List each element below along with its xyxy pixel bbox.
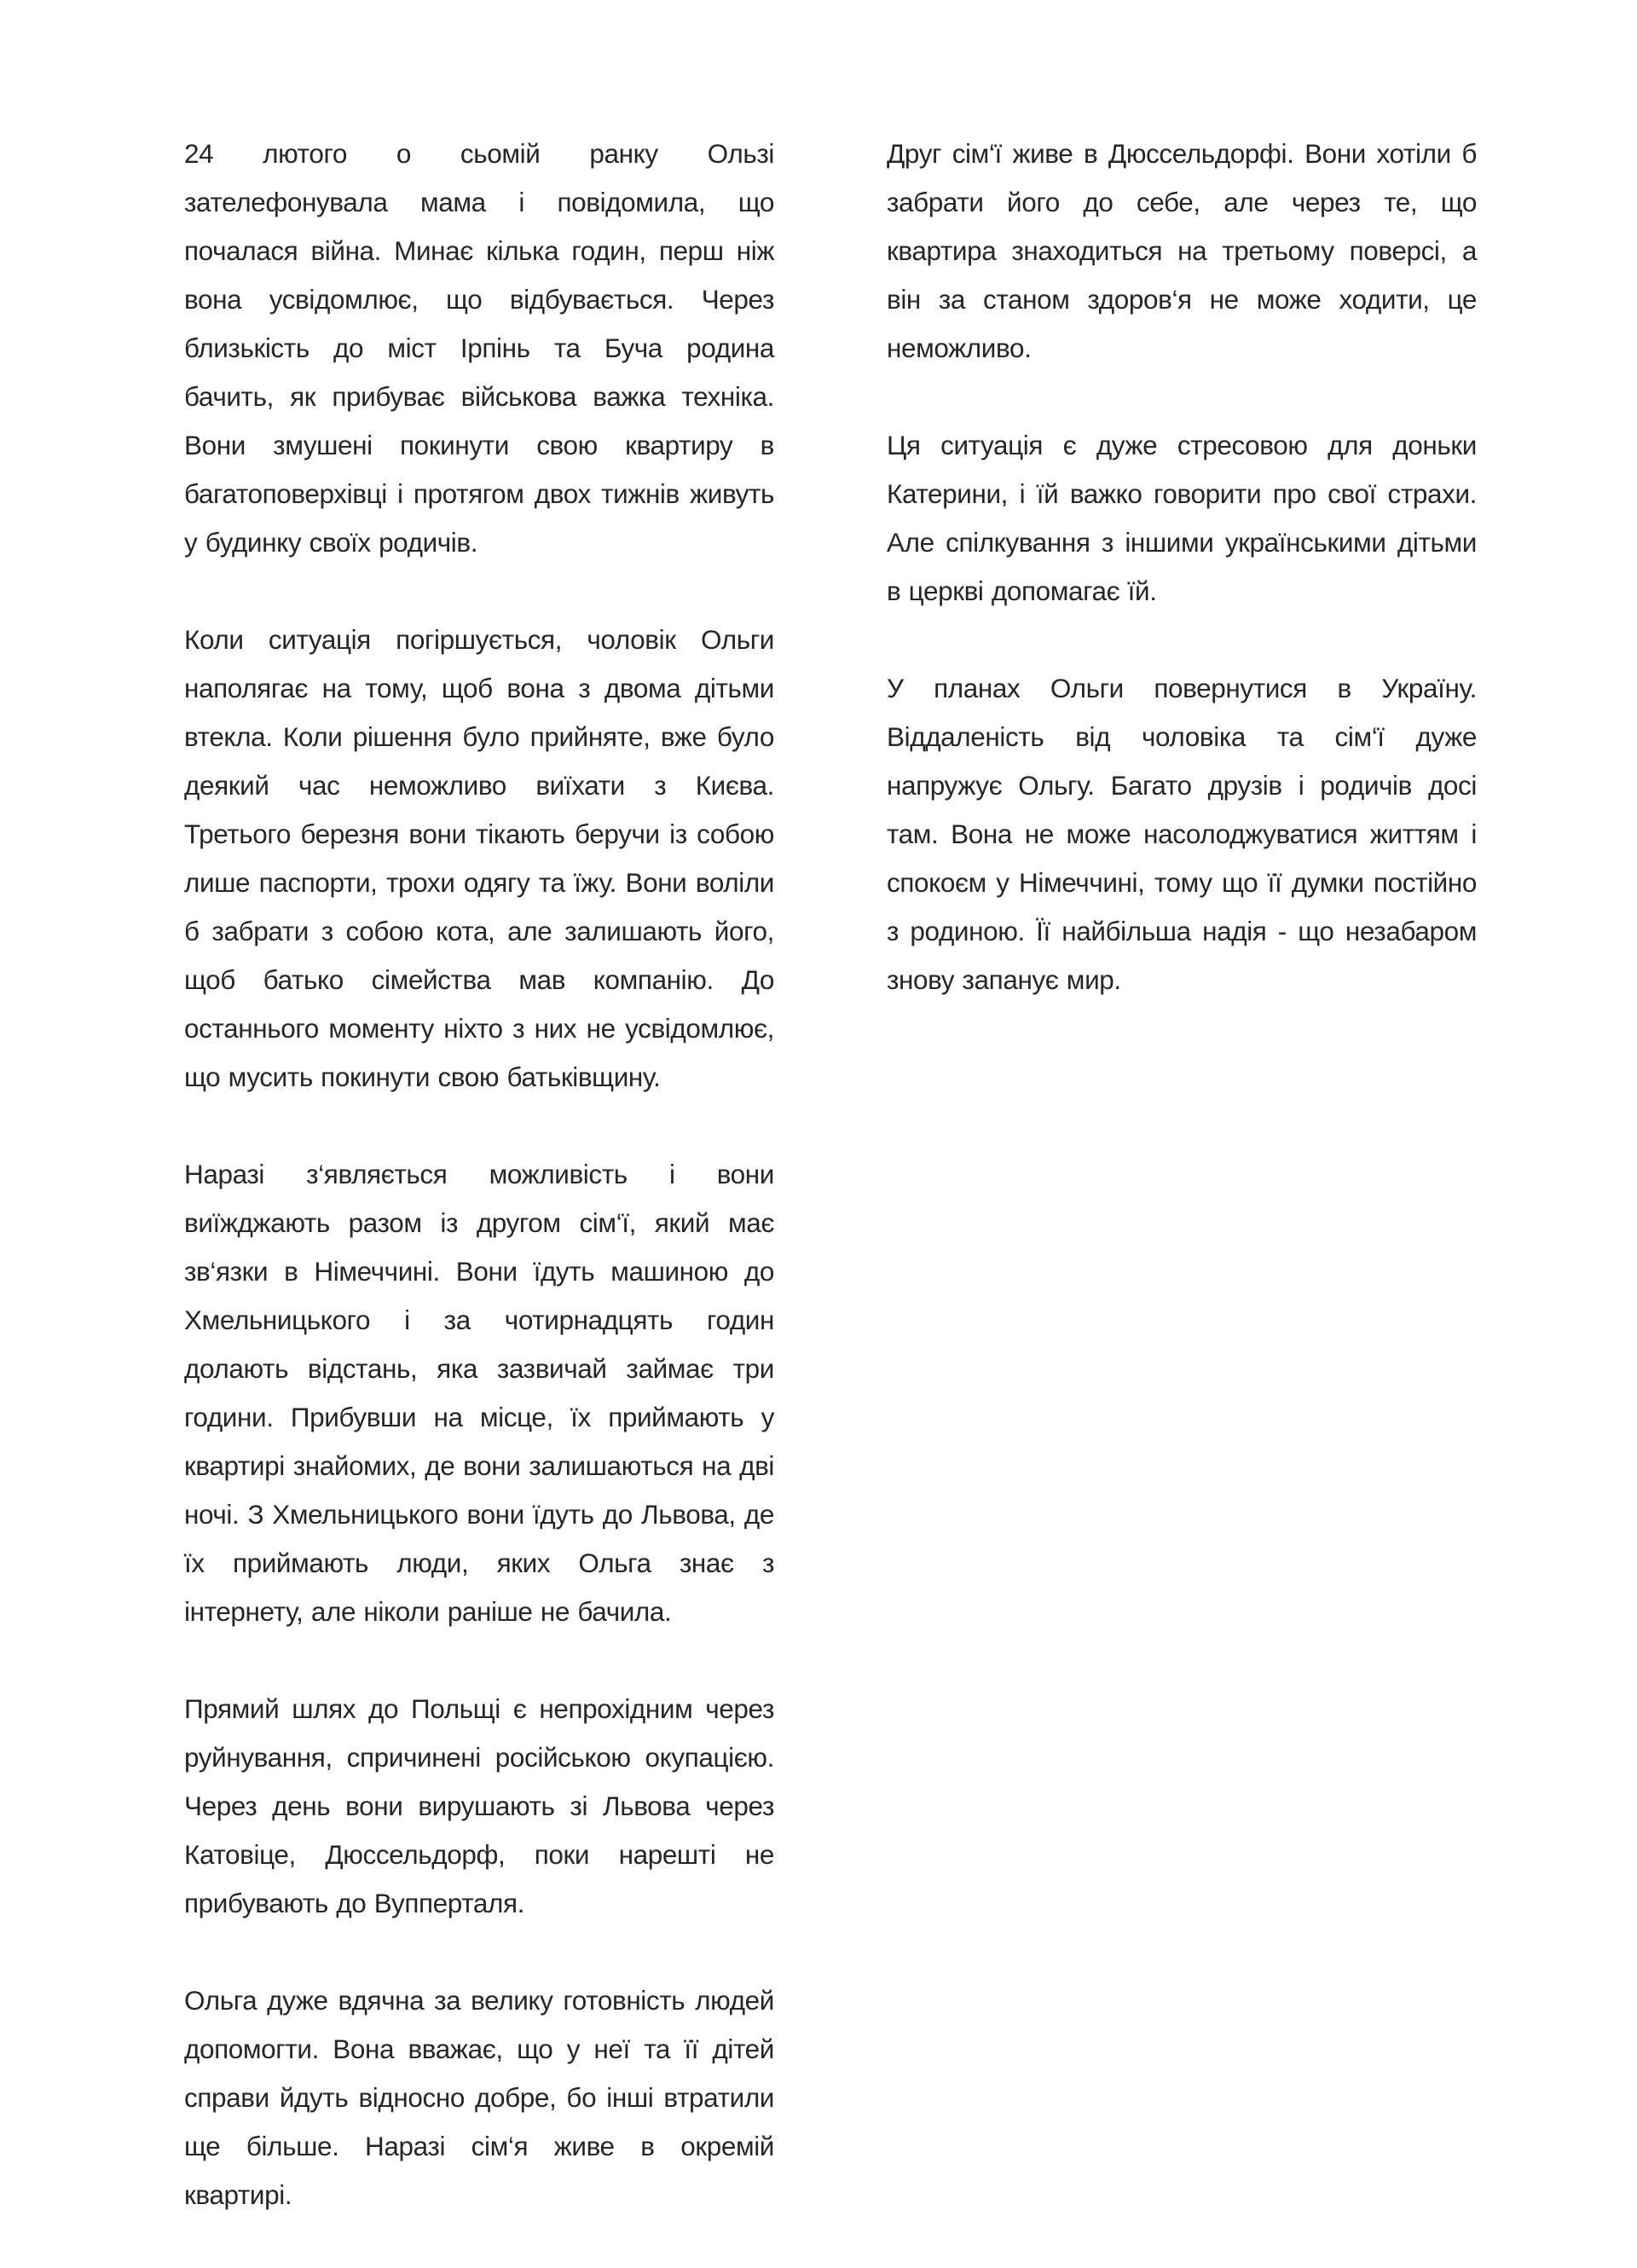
paragraph-gratitude: Ольга дуже вдячна за велику готовність людей допомогти. Вона вважає, що у неї та її дітей справи йдуть відносно добре, бо інші втратили ще більше. Наразі сім‘я живе в окремій квартирі.: [184, 1985, 774, 2210]
left-text-column: [184, 130, 774, 2268]
paragraph-daughter-kateryna: Ця ситуація є дуже стресовою для доньки Катерини, і їй важко говорити про свої страхи. Але спілкування з іншими українськими дітьми в церкві допомагає їй.: [887, 430, 1477, 606]
paragraph-plans-return: У планах Ольги повернутися в Україну. Віддаленість від чоловіка та сім‘ї дуже напружує Ольгу. Багато друзів і родичів досі там. Вона не може насолоджуватися життям і спокоєм у Німеччині, тому що її думки постійно з родиною. Її найбільша надія - що незабаром знову запанує мир.: [887, 673, 1477, 995]
paragraph-war-begins: 24 лютого о сьомій ранку Ользі зателефонувала мама і повідомила, що почалася війна. Минає кілька годин, перш ніж вона усвідомлює, що відбувається. Через близькість до міст Ірпінь та Буча родина бачить, як прибуває військова важка техніка. Вони змушені покинути свою квартиру в багатоповерхівці і протягом двох тижнів живуть у будинку своїх родичів.: [184, 138, 774, 558]
paragraph-escape-kyiv: Коли ситуація погіршується, чоловік Ольги наполягає на тому, щоб вона з двома дітьми втекла. Коли рішення було прийняте, вже було деякий час неможливо виїхати з Києва. Третього березня вони тікають беручи із собою лише паспорти, трохи одягу та їжу. Вони воліли б забрати з собою кота, але залишають його, щоб батько сімейства мав компанію. До останнього моменту ніхто з них не усвідомлює, що мусить покинути свою батьківщину.: [184, 624, 774, 1092]
paragraph-route-to-wuppertal: Прямий шлях до Польщі є непрохідним через руйнування, спричинені російською окупацією. Через день вони вирушають зі Львова через Катовіце, Дюссельдорф, поки нарешті не прибувають до Вупперталя.: [184, 1693, 774, 1918]
paragraph-journey-khmelnytskyi-lviv: Наразі з‘являється можливість і вони виїжджають разом із другом сім‘ї, який має зв‘язки в Німеччині. Вони їдуть машиною до Хмельницького і за чотирнадцять годин долають відстань, яка зазвичай займає три години. Прибувши на місце, їх приймають у квартирі знайомих, де вони залишаються на дві ночі. З Хмельницького вони їдуть до Львова, де їх приймають люди, яких Ольга знає з інтернету, але ніколи раніше не бачила.: [184, 1159, 774, 1627]
paragraph-family-friend: Друг сім‘ї живе в Дюссельдорфі. Вони хотіли б забрати його до себе, але через те, що квартира знаходиться на третьому поверсі, а він за станом здоров‘я не може ходити, це неможливо.: [887, 138, 1477, 363]
right-text-column: [887, 130, 1477, 1053]
